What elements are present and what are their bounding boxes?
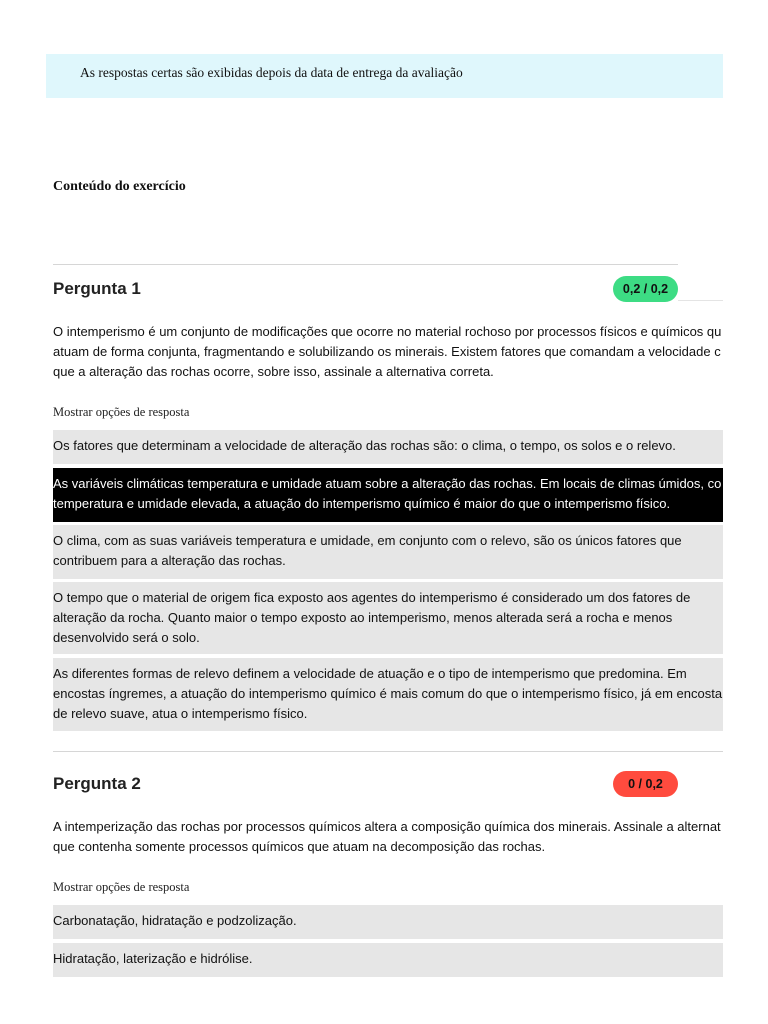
answer-option-text: As variáveis climáticas temperatura e umidade atuam sobre a alteração das rochas. Em locais de climas úmidos, co [53,476,722,491]
answer-option-text: As diferentes formas de relevo definem a velocidade de atuação e o tipo de intemperismo que predomina. Em [53,666,687,681]
question-2-text [53,817,743,857]
answer-option-text: Os fatores que determinam a velocidade de alteração das rochas são: o clima, o tempo, os solos e o relevo. [53,438,676,453]
question-text-line: que a alteração das rochas ocorre, sobre isso, assinale a alternativa correta. [53,364,494,379]
answer-option[interactable] [53,943,723,977]
question-1-title: Pergunta 1 [53,279,141,298]
section-title: Conteúdo do exercício [53,179,186,194]
answer-option-selected[interactable] [53,468,723,522]
answer-option-text: Hidratação, laterização e hidrólise. [53,951,253,966]
answer-option-text: contribuem para a alteração das rochas. [53,553,286,568]
answer-option-text: encostas íngremes, a atuação do intemperismo químico é mais comum do que o intemperismo físico, já em encosta [53,686,723,701]
answer-option-text: desenvolvido será o solo. [53,630,200,645]
question-text-line: A intemperização das rochas por processos químicos altera a composição química dos minerais. Assinale a alternat [53,819,721,834]
answer-option-text: de relevo suave, atua o intemperismo físico. [53,706,308,721]
show-options-toggle[interactable]: Mostrar opções de resposta [53,880,190,894]
answer-option-text: O tempo que o material de origem fica exposto aos agentes do intemperismo é considerado um dos fatores de [53,590,691,605]
answer-option-text: O clima, com as suas variáveis temperatura e umidade, em conjunto com o relevo, são os únicos fatores que [53,533,682,548]
decorative-line [678,300,723,301]
question-divider [53,264,678,265]
question-2-title: Pergunta 2 [53,774,141,793]
question-2-score-badge: 0 / 0,2 [613,771,678,797]
question-text-line: O intemperismo é um conjunto de modificações que ocorre no material rochoso por processos físicos e químicos qu [53,324,722,339]
question-text-line: que contenha somente processos químicos que atuam na decomposição das rochas. [53,839,546,854]
info-notice [46,54,723,98]
question-text-line: atuam de forma conjunta, fragmentando e solubilizando os minerais. Existem fatores que comandam a velocidade c [53,344,721,359]
answer-option-text: temperatura e umidade elevada, a atuação do intemperismo químico é maior do que o intemperismo físico. [53,496,671,511]
answer-option[interactable] [53,582,723,654]
answer-option-text: Carbonatação, hidratação e podzolização. [53,913,297,928]
notice-text: As respostas certas são exibidas depois da data de entrega da avaliação [80,65,463,80]
answer-option[interactable] [53,525,723,579]
question-divider [53,751,723,752]
question-1-text [53,322,743,382]
answer-option[interactable] [53,430,723,464]
show-options-toggle[interactable]: Mostrar opções de resposta [53,405,190,419]
answer-option[interactable] [53,905,723,939]
question-1-score-badge: 0,2 / 0,2 [613,276,678,302]
answer-option[interactable] [53,658,723,731]
answer-option-text: alteração da rocha. Quanto maior o tempo exposto ao intemperismo, menos alterada será a rocha e menos [53,610,673,625]
